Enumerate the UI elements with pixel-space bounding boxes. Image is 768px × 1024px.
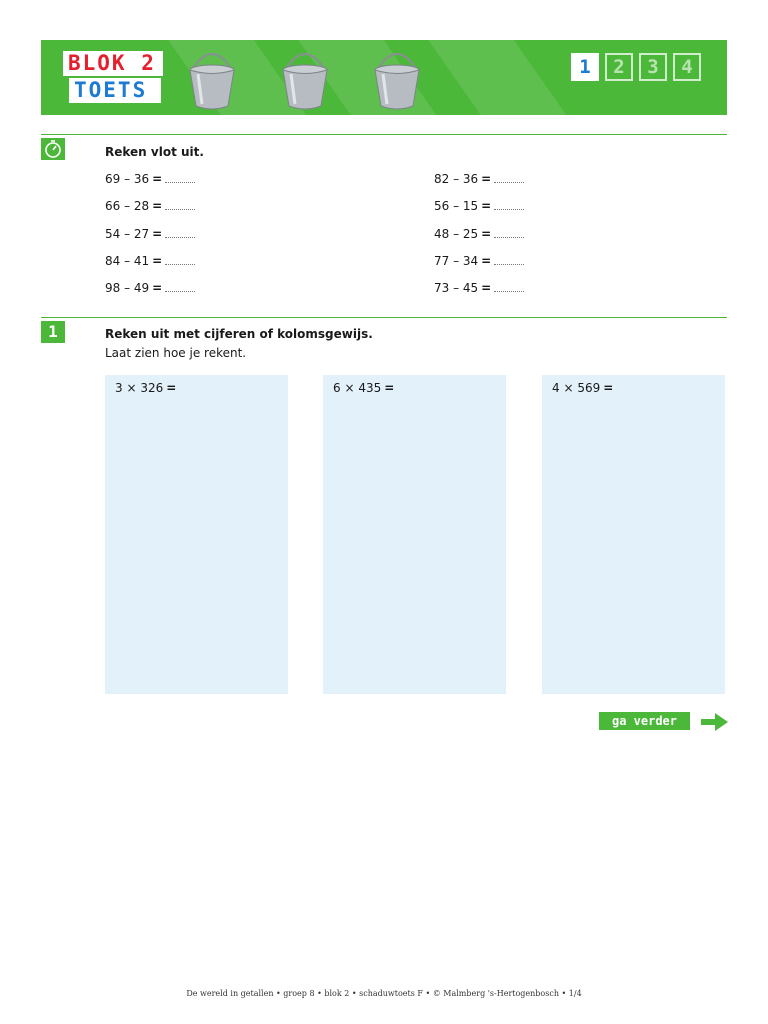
sum-expression: 82 – 36: [434, 172, 479, 186]
page-tabs: [571, 53, 701, 79]
sum-item: [105, 281, 195, 295]
sum-item: [434, 172, 524, 186]
work-expression: [333, 381, 394, 395]
answer-field[interactable]: [494, 282, 524, 292]
equals-sign: =: [152, 227, 163, 241]
sum-item: [434, 227, 524, 241]
stopwatch-icon: [41, 138, 65, 160]
banner-stripe: [426, 40, 587, 115]
section-divider: [41, 317, 727, 318]
answer-field[interactable]: [165, 228, 195, 238]
multiplication-text: 3 × 326: [115, 381, 164, 395]
arrow-right-icon[interactable]: [701, 712, 729, 732]
answer-field[interactable]: [165, 255, 195, 265]
work-area[interactable]: [105, 375, 288, 694]
page-tab-1[interactable]: 1: [571, 53, 599, 81]
answer-field[interactable]: [494, 200, 524, 210]
sum-item: [105, 199, 195, 213]
exercise-number: 1: [41, 321, 65, 343]
work-area[interactable]: [542, 375, 725, 694]
sum-item: [434, 254, 524, 268]
sum-item: [434, 281, 524, 295]
exercise-instruction: Reken uit met cijferen of kolomsgewijs.: [105, 327, 373, 341]
sum-expression: 77 – 34: [434, 254, 479, 268]
equals-sign: =: [152, 172, 163, 186]
multiplication-text: 6 × 435: [333, 381, 382, 395]
page-footer: De wereld in getallen • groep 8 • blok 2 • schaduwtoets F • © Malmberg 's-Hertogenbosch • 1/4: [186, 989, 582, 998]
work-area[interactable]: [323, 375, 506, 694]
equals-sign: =: [481, 254, 492, 268]
answer-field[interactable]: [494, 255, 524, 265]
page-tab-3[interactable]: 3: [639, 53, 667, 81]
equals-sign: =: [152, 254, 163, 268]
sum-item: [105, 227, 195, 241]
page-tab-4[interactable]: 4: [673, 53, 701, 81]
work-expression: [552, 381, 613, 395]
section-divider: [41, 134, 727, 135]
sum-expression: 84 – 41: [105, 254, 150, 268]
sum-item: [434, 199, 524, 213]
equals-sign: =: [166, 381, 177, 395]
equals-sign: =: [481, 227, 492, 241]
exercise-sub-instruction: Laat zien hoe je rekent.: [105, 346, 247, 360]
answer-field[interactable]: [165, 200, 195, 210]
multiplication-text: 4 × 569: [552, 381, 601, 395]
logo-line-1: BLOK 2: [63, 51, 163, 76]
answer-field[interactable]: [165, 173, 195, 183]
bucket-icon: [371, 44, 423, 112]
equals-sign: =: [152, 281, 163, 295]
equals-sign: =: [481, 281, 492, 295]
sum-expression: 54 – 27: [105, 227, 150, 241]
sum-expression: 66 – 28: [105, 199, 150, 213]
sum-item: [105, 254, 195, 268]
stopwatch-badge: [41, 138, 65, 160]
ga-verder-button[interactable]: ga verder: [599, 712, 690, 730]
answer-field[interactable]: [165, 282, 195, 292]
bucket-icon: [279, 44, 331, 112]
sum-expression: 48 – 25: [434, 227, 479, 241]
sum-expression: 56 – 15: [434, 199, 479, 213]
header-banner: [41, 40, 727, 115]
sum-expression: 98 – 49: [105, 281, 150, 295]
answer-field[interactable]: [494, 228, 524, 238]
page-tab-2[interactable]: 2: [605, 53, 633, 81]
equals-sign: =: [384, 381, 395, 395]
equals-sign: =: [603, 381, 614, 395]
logo-line-2: TOETS: [69, 78, 161, 103]
sum-expression: 69 – 36: [105, 172, 150, 186]
quick-calc-instruction: Reken vlot uit.: [105, 145, 204, 159]
bucket-icon: [186, 44, 238, 112]
equals-sign: =: [481, 199, 492, 213]
sum-expression: 73 – 45: [434, 281, 479, 295]
sum-item: [105, 172, 195, 186]
blok-toets-logo: [63, 51, 167, 105]
equals-sign: =: [481, 172, 492, 186]
answer-field[interactable]: [494, 173, 524, 183]
equals-sign: =: [152, 199, 163, 213]
work-expression: [115, 381, 176, 395]
